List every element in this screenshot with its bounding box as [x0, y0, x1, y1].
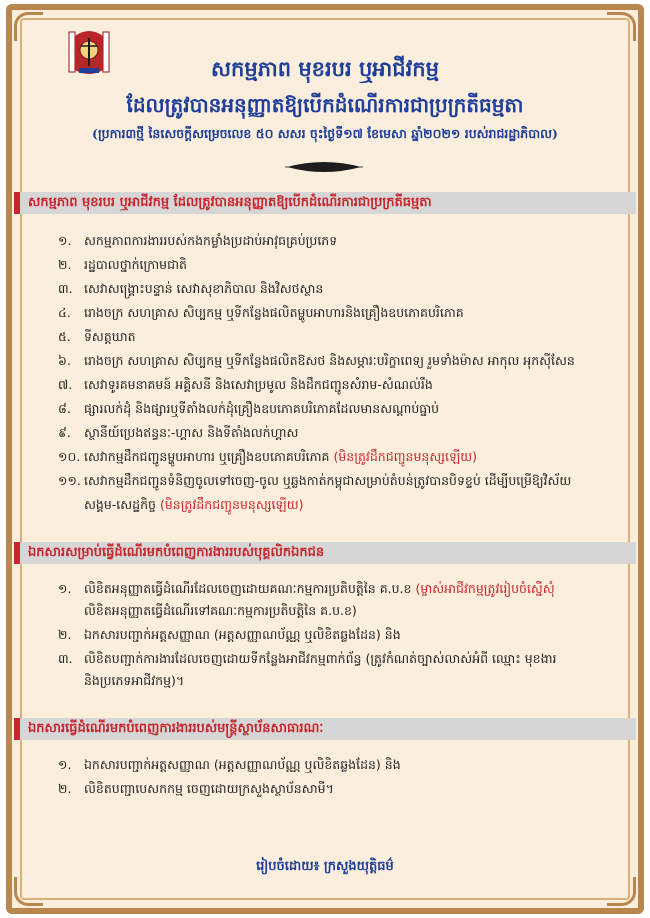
corner-ornament-bottom-right: [607, 877, 636, 906]
list-item: ៣. លិខិតបញ្ជាក់ការងារដែលចេញដោយទីកន្លែងអាជីវកម្មពាក់ព័ន្ធ (ត្រូវកំណត់ច្បាស់លាស់អំពី ឈ្មោះ មុខងារ: [58, 651, 557, 666]
list-item: ៦. រោងចក្រ សហគ្រាស សិប្បកម្ម ឬទីកន្លែងផលិតឱសថ និងសម្ភារៈបរិក្ខាពេទ្យ រួមទាំងម៉ាស អាកុល អុកស៊ីសែន: [58, 353, 575, 368]
restriction-note: (មិនត្រូវដឹកជញ្ជូនមនុស្សឡើយ): [333, 449, 478, 464]
ornament-divider-icon: [285, 160, 363, 174]
page-title-line-2: ដែលត្រូវបានអនុញ្ញាតឱ្យបើកដំណើរការជាប្រក្រតីធម្មតា: [126, 93, 524, 117]
list-item: ១០. សេវាកម្មដឹកជញ្ជូនម្ហូបអាហារ ឬគ្រឿងឧបភោគបរិភោគ (មិនត្រូវដឹកជញ្ជូនមនុស្សឡើយ): [58, 449, 478, 464]
requirement-note: (ម្ចាស់អាជីវកម្មត្រូវរៀបចំស្នើសុំ: [415, 581, 555, 596]
list-item: ៥. ទីសត្តឃាត: [58, 329, 136, 344]
corner-ornament-top-right: [607, 12, 636, 41]
list-item: ២. ឯកសារបញ្ជាក់អត្តសញ្ញាណ (អត្តសញ្ញាណប័ណ្ណ ឬលិខិតឆ្លងដែន) និង: [58, 627, 401, 642]
list-item: ២. លិខិតបញ្ជាបេសកកម្ម ចេញដោយក្រសួងស្ថាប័នសាមី។: [58, 781, 334, 796]
list-item: ១១. សេវាកម្មដឹកជញ្ជូនទំនិញចូលទៅចេញ-ចូល ឬឆ្លងកាត់កម្ពុជាសម្រាប់តំបន់ត្រូវបានបិទខ្ទប់ ដើម្បីបម្រើឱ្យវិស័យ: [58, 473, 572, 488]
page-subtitle: (ប្រការ៣ថ្មី នៃសេចក្តីសម្រេចលេខ ៥០ សសរ ចុះថ្ងៃទី១៧ ខែមេសា ឆ្នាំ២០២១ របស់រាជរដ្ឋាភិបាល): [92, 126, 558, 141]
list-item: ៧. សេវាទូរគមនាគមន៍ អគ្គិសនី និងសេវាប្រមូល និងដឹកជញ្ជូនសំរាម-សំណល់រឹង: [58, 377, 433, 392]
list-item: ៣. សេវាសង្គ្រោះបន្ទាន់ សេវាសុខាភិបាល និងវិសថស្ថាន: [58, 281, 324, 296]
list-item: ៨. ផ្សារលក់ដុំ និងផ្សារឬទីតាំងលក់ដុំគ្រឿងឧបភោគបរិភោគដែលមានសណ្តាប់ធ្នាប់: [58, 401, 440, 416]
list-item: ៤. រោងចក្រ សហគ្រាស សិប្បកម្ម ឬទីកន្លែងផលិតម្ហូបអាហារនិងគ្រឿងឧបភោគបរិភោគ: [58, 305, 464, 320]
list-item: ១. ឯកសារបញ្ជាក់អត្តសញ្ញាណ (អត្តសញ្ញាណប័ណ្ណ ឬលិខិតឆ្លងដែន) និង: [58, 757, 401, 772]
corner-ornament-top-left: [14, 12, 43, 41]
list-item-continuation: សង្គម-សេដ្ឋកិច្ច (មិនត្រូវដឹកជញ្ជូនមនុស្សឡើយ): [84, 497, 304, 512]
list-item: ១. លិខិតអនុញ្ញាតធ្វើដំណើរដែលចេញដោយគណៈកម្មការប្រតិបត្តិនៃ គ.ប.ខ (ម្ចាស់អាជីវកម្មត្រូវរៀបចំស្នើសុំ: [58, 581, 555, 596]
restriction-note: (មិនត្រូវដឹកជញ្ជូនមនុស្សឡើយ): [159, 497, 304, 512]
list-item: ៩. ស្ថានីយ៍ប្រេងឥន្ធនៈ-ហ្គាស និងទីតាំងលក់ហ្គាស: [58, 425, 299, 440]
section-heading-public-officials-documents: ឯកសារធ្វើដំណើរមកបំពេញការងាររបស់មន្ត្រីស្ថាប័នសាធារណៈ: [14, 718, 636, 740]
page-title: សកម្មភាព មុខរបរ ឬអាជីវកម្ម: [211, 56, 439, 81]
section-heading-private-staff-documents: ឯកសារសម្រាប់ធ្វើដំណើរមកបំពេញការងាររបស់បុគ្គលិកឯកជន: [14, 542, 636, 564]
footer-credit: រៀបចំដោយ៖ ក្រសួងយុត្តិធម៌: [256, 859, 394, 874]
requirement-note-continuation: លិខិតអនុញ្ញាតធ្វើដំណើរទៅគណៈកម្មការប្រតិបត្តិនៃ គ.ប.ខ): [84, 603, 357, 618]
section-heading-permitted-activities: សកម្មភាព មុខរបរ ឬអាជីវកម្ម ដែលត្រូវបានអនុញ្ញាតឱ្យបើកដំណើរការជាប្រក្រតីធម្មតា: [14, 192, 636, 214]
list-item: ២. រដ្ឋបាលថ្នាក់ក្រោមជាតិ: [58, 257, 187, 272]
corner-ornament-bottom-left: [14, 877, 43, 906]
list-item: ១. សកម្មភាពការងាររបស់កងកម្លាំងប្រដាប់អាវុធគ្រប់ប្រភេទ: [58, 233, 338, 248]
list-item-continuation: និងប្រភេទអាជីវកម្ម)។: [84, 673, 185, 688]
